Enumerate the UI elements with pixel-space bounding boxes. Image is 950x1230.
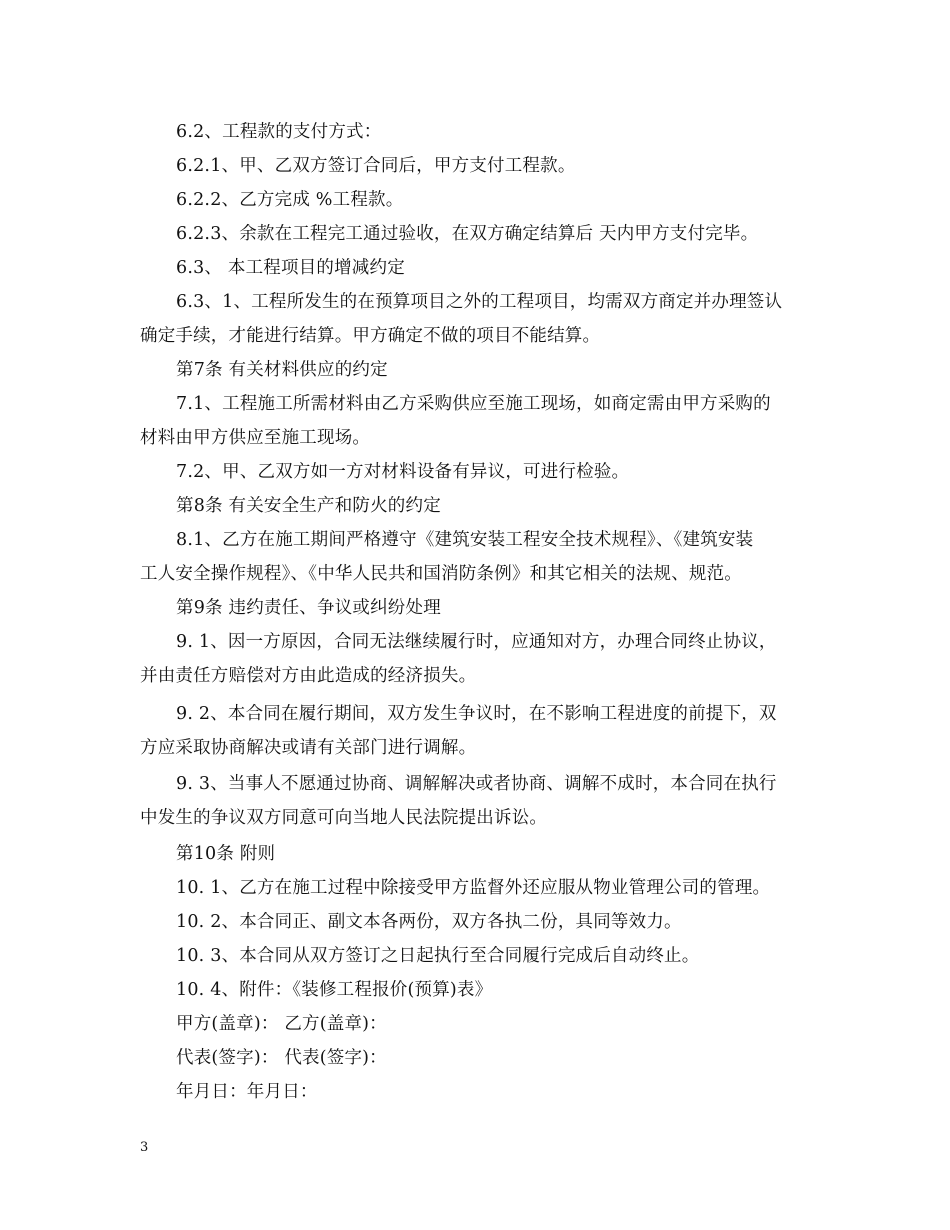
signature-line-representative: 代表(签字)： 代表(签字)：: [176, 1048, 387, 1068]
text-line: 10. 2、本合同正、副文本各两份，双方各执二份，具同等效力。: [176, 912, 682, 932]
text-line: 10. 1、乙方在施工过程中除接受甲方监督外还应服从物业管理公司的管理。: [176, 878, 771, 898]
section-heading: 第8条 有关安全生产和防火的约定: [176, 496, 441, 516]
text-line: 6.3、1、工程所发生的在预算项目之外的工程项目，均需双方商定并办理签认: [176, 292, 783, 312]
text-line: 10. 3、本合同从双方签订之日起执行至合同履行完成后自动终止。: [176, 946, 700, 966]
text-line: 中发生的争议双方同意可向当地人民法院提出诉讼。: [140, 808, 548, 828]
text-line: 6.2.3、余款在工程完工通过验收，在双方确定结算后 天内甲方支付完毕。: [176, 224, 759, 244]
text-line: 6.2.2、乙方完成 %工程款。: [176, 190, 404, 210]
text-line: 方应采取协商解决或请有关部门进行调解。: [140, 738, 477, 758]
text-line: 9. 1、因一方原因，合同无法继续履行时，应通知对方，办理合同终止协议，: [176, 632, 777, 652]
text-line: 材料由甲方供应至施工现场。: [140, 428, 371, 448]
section-heading: 第9条 违约责任、争议或纠纷处理: [176, 598, 441, 618]
text-line: 6.3、 本工程项目的增减约定: [176, 258, 405, 278]
text-line: 7.1、工程施工所需材料由乙方采购供应至施工现场，如商定需由甲方采购的: [176, 394, 771, 414]
section-heading: 第10条 附则: [176, 844, 276, 864]
page-number: 3: [140, 1140, 149, 1155]
signature-line-seal: 甲方(盖章)： 乙方(盖章)：: [176, 1014, 387, 1034]
text-line: 6.2、工程款的支付方式：: [176, 122, 382, 142]
text-line: 并由责任方赔偿对方由此造成的经济损失。: [140, 666, 477, 686]
text-line: 9. 3、当事人不愿通过协商、调解解决或者协商、调解不成时，本合同在执行: [176, 774, 777, 794]
signature-line-date: 年月日：年月日：: [176, 1082, 318, 1102]
text-line: 10. 4、附件：《装修工程报价(预算)表》: [176, 980, 493, 1000]
text-line: 工人安全操作规程》、《中华人民共和国消防条例》和其它相关的法规、规范。: [140, 564, 742, 584]
section-heading: 第7条 有关材料供应的约定: [176, 360, 388, 380]
text-line: 确定手续，才能进行结算。甲方确定不做的项目不能结算。: [140, 326, 601, 346]
text-line: 8.1、乙方在施工期间严格遵守《建筑安装工程安全技术规程》、《建筑安装: [176, 530, 754, 550]
text-line: 9. 2、本合同在履行期间，双方发生争议时，在不影响工程进度的前提下，双: [176, 704, 777, 724]
text-line: 6.2.1、甲、乙双方签订合同后，甲方支付工程款。: [176, 156, 576, 176]
text-line: 7.2、甲、乙双方如一方对材料设备有异议，可进行检验。: [176, 462, 630, 482]
